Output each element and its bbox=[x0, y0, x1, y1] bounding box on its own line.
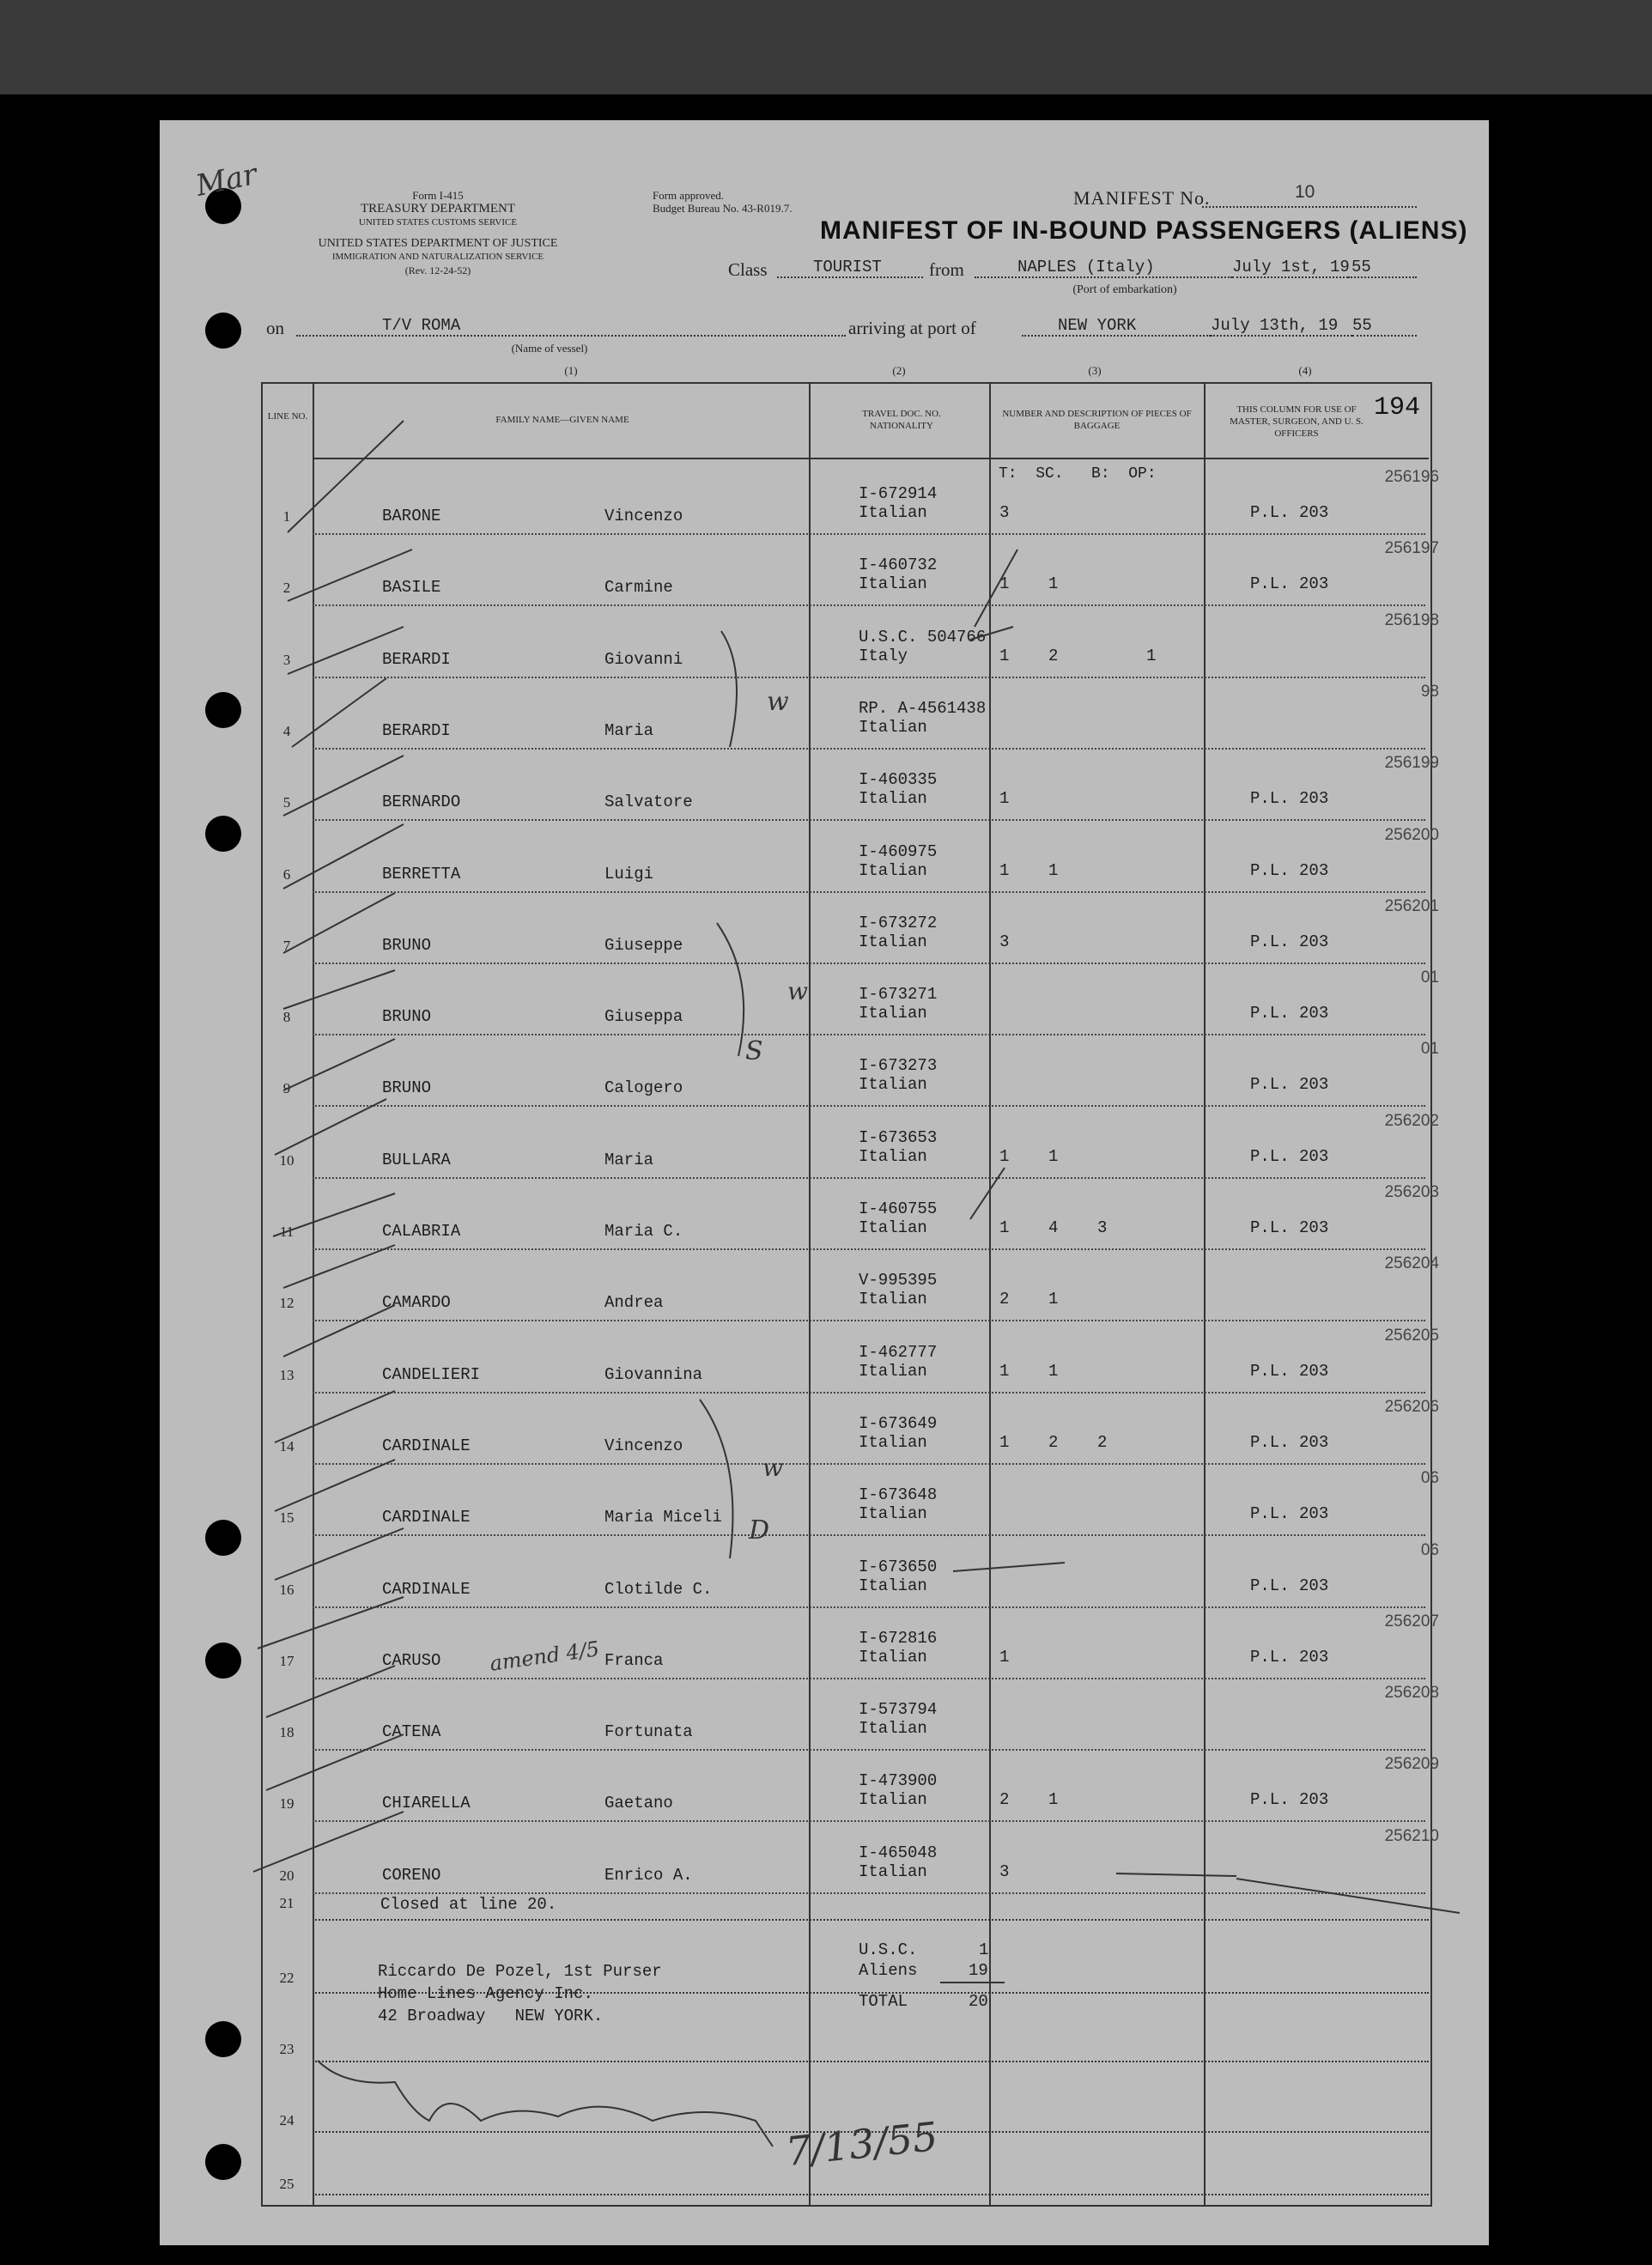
check-mark bbox=[288, 627, 404, 674]
line-number: 16 bbox=[279, 1581, 295, 1598]
given-name: Maria Miceli bbox=[604, 1508, 722, 1527]
line-number-25: 25 bbox=[279, 2176, 295, 2192]
family-name: CORENO bbox=[382, 1865, 441, 1885]
travel-doc-number: I-460975 bbox=[859, 841, 938, 861]
purser-name: Riccardo De Pozel, 1st Purser bbox=[378, 1962, 662, 1981]
usc-count: 1 bbox=[979, 1940, 989, 1959]
column-header-line: LINE NO. bbox=[267, 411, 308, 422]
budget-bureau: Budget Bureau No. 43-R019.7. bbox=[653, 202, 793, 215]
officer-number: 256202 bbox=[1384, 1111, 1439, 1130]
page-number: 194 bbox=[1374, 393, 1421, 422]
given-name: Maria bbox=[604, 720, 654, 740]
nationality: Italian bbox=[859, 1146, 927, 1166]
given-name: Maria bbox=[604, 1150, 654, 1169]
given-name: Giuseppe bbox=[604, 935, 683, 955]
form-revision: (Rev. 12-24-52) bbox=[404, 264, 471, 276]
arrival-date: July 13th, 19 bbox=[1211, 316, 1352, 337]
check-mark bbox=[273, 1193, 395, 1236]
strike-line bbox=[970, 1168, 1005, 1219]
column-header-name: FAMILY NAME—GIVEN NAME bbox=[495, 415, 629, 425]
port-embarkation-caption: (Port of embarkation) bbox=[1072, 283, 1177, 296]
total-count: 20 bbox=[969, 1992, 988, 2011]
column-number-2: (2) bbox=[892, 364, 906, 377]
line-number: 2 bbox=[282, 580, 291, 597]
column-number-1: (1) bbox=[564, 364, 578, 377]
baggage-count: 2 1 bbox=[999, 1290, 1059, 1309]
nationality: Italian bbox=[859, 717, 927, 737]
vessel-caption: (Name of vessel) bbox=[511, 342, 588, 355]
given-name: Vincenzo bbox=[604, 507, 683, 525]
customs-service: UNITED STATES CUSTOMS SERVICE bbox=[358, 217, 518, 228]
travel-doc-number: I-460335 bbox=[859, 770, 938, 790]
public-law: P.L. 203 bbox=[1250, 860, 1329, 880]
handwritten-corner-note: Mar bbox=[192, 157, 260, 203]
line-number: 18 bbox=[279, 1724, 295, 1741]
agency-name: Home Lines Agency Inc. bbox=[378, 1984, 593, 2003]
line-number: 10 bbox=[279, 1151, 295, 1169]
check-mark bbox=[266, 1734, 404, 1790]
public-law: P.L. 203 bbox=[1250, 1004, 1329, 1023]
public-law: P.L. 203 bbox=[1250, 1432, 1329, 1452]
family-name: CATENA bbox=[382, 1722, 441, 1742]
line-number: 20 bbox=[279, 1867, 295, 1884]
travel-doc-number: I-460755 bbox=[859, 1199, 938, 1218]
family-name: BRUNO bbox=[382, 1007, 432, 1027]
line-number: 14 bbox=[279, 1437, 295, 1454]
annotation-line-18: amend 4/5 bbox=[488, 1637, 601, 1676]
line-number: 12 bbox=[279, 1295, 295, 1312]
baggage-count: 1 2 2 bbox=[999, 1432, 1108, 1452]
public-law: P.L. 203 bbox=[1250, 1075, 1329, 1095]
check-mark bbox=[288, 421, 404, 532]
from-label: from bbox=[929, 259, 964, 280]
column-number-3: (3) bbox=[1088, 364, 1102, 377]
given-name: Giovannina bbox=[604, 1364, 703, 1384]
public-law: P.L. 203 bbox=[1250, 1576, 1329, 1595]
family-name: CARDINALE bbox=[382, 1579, 471, 1599]
given-name: Clotilde C. bbox=[604, 1579, 713, 1599]
baggage-count: 1 1 bbox=[999, 860, 1059, 880]
nationality: Italian bbox=[859, 574, 927, 594]
public-law: P.L. 203 bbox=[1250, 1790, 1329, 1810]
travel-doc-number: I-672914 bbox=[859, 484, 938, 503]
closed-note: Closed at line 20. bbox=[380, 1895, 557, 1914]
given-name: Giovanni bbox=[604, 649, 683, 669]
public-law: P.L. 203 bbox=[1250, 1146, 1329, 1166]
check-mark bbox=[283, 824, 404, 889]
signature-scrawl bbox=[318, 2061, 773, 2147]
manifest-title: MANIFEST OF IN-BOUND PASSENGERS (ALIENS) bbox=[820, 216, 1468, 245]
family-name: BERRETTA bbox=[382, 864, 461, 884]
form-number: Form I-415 bbox=[412, 189, 464, 202]
family-name: CARDINALE bbox=[382, 1436, 471, 1455]
travel-doc-number: I-673271 bbox=[859, 985, 938, 1005]
check-mark bbox=[283, 1245, 395, 1288]
nationality: Italian bbox=[859, 1290, 927, 1309]
travel-doc-number: V-995395 bbox=[859, 1271, 938, 1290]
public-law: P.L. 203 bbox=[1250, 789, 1329, 809]
given-name: Salvatore bbox=[604, 792, 693, 812]
bracket-note-d: D bbox=[749, 1515, 770, 1545]
embarkation-port: NAPLES (Italy) bbox=[975, 258, 1232, 278]
nationality: Italian bbox=[859, 1075, 927, 1095]
given-name: Franca bbox=[604, 1650, 664, 1670]
officer-number: 256205 bbox=[1384, 1326, 1439, 1345]
travel-doc-number: I-673648 bbox=[859, 1485, 938, 1505]
travel-doc-number: RP. A-4561438 bbox=[859, 698, 987, 718]
officer-number: 256206 bbox=[1384, 1397, 1439, 1416]
given-name: Andrea bbox=[604, 1293, 664, 1313]
baggage-count: 1 2 1 bbox=[999, 646, 1157, 665]
baggage-count: 1 bbox=[999, 1647, 1010, 1667]
officer-number: 06 bbox=[1420, 1469, 1439, 1488]
line-number: 9 bbox=[282, 1080, 291, 1097]
line-number: 13 bbox=[279, 1366, 295, 1383]
family-name: CARUSO bbox=[382, 1650, 441, 1670]
officer-number: 01 bbox=[1420, 1040, 1439, 1059]
check-mark bbox=[253, 1812, 404, 1872]
family-name: BULLARA bbox=[382, 1150, 451, 1169]
travel-doc-number: I-673273 bbox=[859, 1056, 938, 1076]
given-name: Fortunata bbox=[604, 1722, 693, 1742]
baggage-count: 3 bbox=[999, 1861, 1010, 1881]
check-mark bbox=[292, 678, 386, 747]
column-header-travel-doc: TRAVEL DOC. NO. NATIONALITY bbox=[862, 409, 941, 431]
line-number: 4 bbox=[282, 722, 291, 739]
officer-number: 256203 bbox=[1384, 1183, 1439, 1201]
departure-date: July 1st, 19 bbox=[1232, 258, 1350, 276]
check-mark bbox=[283, 893, 395, 953]
strike-line bbox=[953, 1563, 1065, 1571]
justice-department: UNITED STATES DEPARTMENT OF JUSTICE bbox=[318, 237, 558, 250]
family-name: CHIARELLA bbox=[382, 1794, 471, 1813]
travel-doc-number: I-673272 bbox=[859, 913, 938, 932]
family-name: BERARDI bbox=[382, 649, 451, 669]
check-mark bbox=[258, 1597, 404, 1649]
given-name: Maria C. bbox=[604, 1222, 683, 1241]
bracket-giovanni-maria bbox=[721, 631, 737, 747]
bracket-note-w: w bbox=[762, 1454, 783, 1482]
family-name: CAMARDO bbox=[382, 1293, 451, 1313]
public-law: P.L. 203 bbox=[1250, 1647, 1329, 1667]
officer-number: 256209 bbox=[1384, 1755, 1439, 1774]
class-value: TOURIST bbox=[777, 258, 923, 278]
travel-doc-number: U.S.C. 504766 bbox=[859, 627, 987, 647]
line-number: 8 bbox=[282, 1009, 291, 1026]
officer-number: 98 bbox=[1420, 682, 1439, 701]
given-name: Enrico A. bbox=[604, 1865, 693, 1885]
officer-number: 256204 bbox=[1384, 1254, 1439, 1273]
travel-doc-number: I-460732 bbox=[859, 556, 938, 575]
officer-number: 256196 bbox=[1384, 468, 1439, 486]
strike-line bbox=[975, 550, 1017, 627]
check-mark bbox=[275, 1391, 395, 1442]
line-number-22: 22 bbox=[279, 1970, 295, 1986]
arrival-port: NEW YORK bbox=[1022, 316, 1211, 337]
family-name: CANDELIERI bbox=[382, 1364, 481, 1384]
agency-address: 42 Broadway NEW YORK. bbox=[378, 2007, 604, 2025]
check-mark bbox=[288, 550, 412, 601]
class-label: Class bbox=[728, 259, 768, 280]
arriving-label: arriving at port of bbox=[848, 318, 976, 338]
signature-date: 7/13/55 bbox=[783, 2112, 940, 2176]
bracket-note-s: S bbox=[745, 1036, 763, 1066]
family-name: BERNARDO bbox=[382, 792, 461, 812]
nationality: Italian bbox=[859, 789, 927, 809]
nationality: Italian bbox=[859, 1504, 927, 1524]
check-mark bbox=[283, 756, 404, 816]
officer-number: 256198 bbox=[1384, 610, 1439, 629]
public-law: P.L. 203 bbox=[1250, 932, 1329, 951]
family-name: BASILE bbox=[382, 578, 441, 598]
travel-doc-number: I-673649 bbox=[859, 1413, 938, 1433]
travel-doc-number: I-673653 bbox=[859, 1127, 938, 1147]
nationality: Italian bbox=[859, 1576, 927, 1595]
line-number: 6 bbox=[282, 865, 291, 883]
given-name: Carmine bbox=[604, 578, 673, 598]
travel-doc-number: I-465048 bbox=[859, 1843, 938, 1862]
baggage-count: 1 bbox=[999, 789, 1010, 809]
nationality: Italian bbox=[859, 1361, 927, 1381]
nationality: Italian bbox=[859, 1861, 927, 1881]
bracket-bruno bbox=[717, 923, 744, 1056]
aliens-label: Aliens bbox=[859, 1961, 918, 1980]
check-mark bbox=[266, 1666, 395, 1717]
family-name: CARDINALE bbox=[382, 1508, 471, 1527]
nationality: Italian bbox=[859, 1647, 927, 1667]
officer-number: 256207 bbox=[1384, 1612, 1439, 1630]
public-law: P.L. 203 bbox=[1250, 1361, 1329, 1381]
immigration-service: IMMIGRATION AND NATURALIZATION SERVICE bbox=[331, 252, 544, 262]
baggage-types-header: T: SC. B: OP: bbox=[999, 465, 1157, 483]
officer-number: 256201 bbox=[1384, 896, 1439, 915]
line-number-24: 24 bbox=[279, 2112, 295, 2128]
bracket-note-w: w bbox=[787, 977, 808, 1005]
on-label: on bbox=[266, 318, 284, 338]
officer-number: 256200 bbox=[1384, 825, 1439, 844]
line-number-21: 21 bbox=[279, 1895, 295, 1911]
given-name: Calogero bbox=[604, 1078, 683, 1098]
total-label: TOTAL bbox=[859, 1992, 908, 2011]
baggage-count: 1 1 bbox=[999, 574, 1059, 594]
officer-number: 256197 bbox=[1384, 539, 1439, 558]
usc-label: U.S.C. bbox=[859, 1940, 918, 1959]
line-number: 17 bbox=[279, 1652, 295, 1669]
line-number: 19 bbox=[279, 1795, 295, 1813]
arrival-year: 55 bbox=[1352, 316, 1417, 337]
nationality: Italian bbox=[859, 1719, 927, 1739]
travel-doc-number: I-673650 bbox=[859, 1557, 938, 1576]
given-name: Vincenzo bbox=[604, 1436, 683, 1455]
given-name: Luigi bbox=[604, 864, 654, 884]
check-mark bbox=[275, 1460, 395, 1511]
nationality: Italy bbox=[859, 646, 908, 665]
form-approved: Form approved. bbox=[653, 189, 725, 202]
baggage-count: 2 1 bbox=[999, 1790, 1059, 1810]
treasury-department: TREASURY DEPARTMENT bbox=[360, 202, 516, 216]
travel-doc-number: I-473900 bbox=[859, 1771, 938, 1791]
officer-number: 256208 bbox=[1384, 1684, 1439, 1703]
vessel-name: T/V ROMA bbox=[296, 316, 846, 337]
nationality: Italian bbox=[859, 503, 927, 522]
travel-doc-number: I-462777 bbox=[859, 1342, 938, 1362]
nationality: Italian bbox=[859, 1004, 927, 1023]
bracket-cardinale bbox=[700, 1400, 732, 1558]
family-name: BRUNO bbox=[382, 1078, 432, 1098]
nationality: Italian bbox=[859, 932, 927, 951]
nationality: Italian bbox=[859, 860, 927, 880]
check-mark bbox=[283, 970, 395, 1009]
travel-doc-number: I-573794 bbox=[859, 1700, 938, 1720]
strike-line bbox=[970, 627, 1013, 640]
aliens-count: 19 bbox=[969, 1961, 988, 1980]
departure-year: 55 bbox=[1348, 258, 1417, 278]
baggage-count: 1 4 3 bbox=[999, 1218, 1108, 1237]
line-number-23: 23 bbox=[279, 2041, 295, 2057]
manifest-number-label: MANIFEST No. bbox=[1073, 187, 1211, 209]
baggage-count: 3 bbox=[999, 932, 1010, 951]
line-number: 1 bbox=[282, 508, 291, 525]
nationality: Italian bbox=[859, 1790, 927, 1810]
public-law: P.L. 203 bbox=[1250, 1218, 1329, 1237]
check-mark bbox=[275, 1099, 386, 1155]
line-number: 15 bbox=[279, 1509, 295, 1527]
officer-number: 01 bbox=[1420, 969, 1439, 987]
baggage-count: 1 1 bbox=[999, 1146, 1059, 1166]
column-header-baggage: NUMBER AND DESCRIPTION OF PIECES OF BAGGAGE bbox=[1002, 409, 1192, 431]
bracket-note-w: w bbox=[767, 687, 789, 717]
column-number-4: (4) bbox=[1298, 364, 1312, 377]
line-number: 11 bbox=[279, 1224, 295, 1240]
check-mark bbox=[275, 1528, 404, 1580]
given-name: Giuseppa bbox=[604, 1007, 683, 1027]
public-law: P.L. 203 bbox=[1250, 503, 1329, 522]
officer-number: 06 bbox=[1420, 1540, 1439, 1559]
given-name: Gaetano bbox=[604, 1794, 673, 1813]
line-number: 5 bbox=[282, 794, 291, 811]
officer-number: 256199 bbox=[1384, 754, 1439, 773]
family-name: BERARDI bbox=[382, 720, 451, 740]
travel-doc-number: I-672816 bbox=[859, 1628, 938, 1648]
line-number: 7 bbox=[282, 937, 291, 954]
officer-number: 256210 bbox=[1384, 1826, 1439, 1845]
family-name: BRUNO bbox=[382, 935, 432, 955]
manifest-number-value: 10 bbox=[1295, 182, 1315, 202]
family-name: BARONE bbox=[382, 507, 441, 525]
baggage-count: 1 1 bbox=[999, 1361, 1059, 1381]
baggage-count: 3 bbox=[999, 503, 1010, 522]
public-law: P.L. 203 bbox=[1250, 574, 1329, 594]
check-mark bbox=[283, 1305, 395, 1357]
nationality: Italian bbox=[859, 1218, 927, 1237]
strike-line bbox=[1116, 1873, 1460, 1913]
public-law: P.L. 203 bbox=[1250, 1504, 1329, 1524]
family-name: CALABRIA bbox=[382, 1222, 461, 1241]
nationality: Italian bbox=[859, 1432, 927, 1452]
column-header-officers: THIS COLUMN FOR USE OF MASTER, SURGEON, AND U. S. OFFICERS bbox=[1230, 404, 1364, 439]
line-number: 3 bbox=[282, 651, 291, 668]
check-mark bbox=[283, 1039, 395, 1090]
